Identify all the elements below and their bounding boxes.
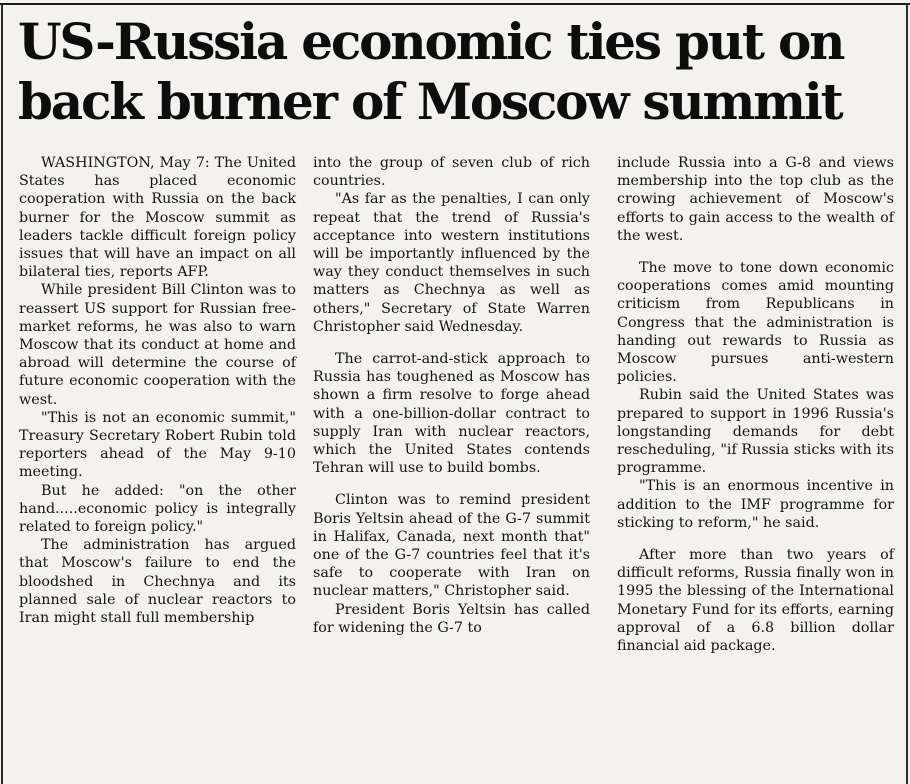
paragraph: The move to tone down economic cooperations comes amid mounting criticism from Republicans in Congress that the administration is handing out rewards to Russia as Moscow pursues anti-western policies.	[617, 260, 894, 386]
top-border-rule	[0, 3, 910, 5]
paragraph: "This is not an economic summit," Treasury Secretary Robert Rubin told reporters ahead of the May 9-10 meeting.	[19, 409, 296, 481]
paragraph: Rubin said the United States was prepared to support in 1996 Russia's longstanding demands for debt rescheduling, "if Russia sticks with its programme.	[617, 387, 894, 477]
paragraph: "As far as the penalties, I can only repeat that the trend of Russia's acceptance into western institutions will be importantly influenced by the way they conduct themselves in such matters as Chechnya as well as others," Secretary of State Warren Christopher said Wednesday.	[313, 191, 590, 335]
paragraph: include Russia into a G-8 and views membership into the top club as the crowing achievement of Moscow's efforts to gain access to the wealth of the west.	[617, 155, 894, 244]
column-3	[617, 154, 894, 655]
paragraph: President Boris Yeltsin has called for widening the G-7 to	[313, 601, 590, 636]
column-1	[19, 154, 296, 627]
paragraph: Clinton was to remind president Boris Yeltsin ahead of the G-7 summit in Halifax, Canada, next month that" one of the G-7 countries feel that it's safe to cooperate with Iran on nuclear matters," Christopher said.	[313, 492, 590, 600]
paragraph: into the group of seven club of rich countries.	[313, 155, 590, 190]
paragraph: The administration has argued that Moscow's failure to end the bloodshed in Chechnya and its planned sale of nuclear reactors to Iran might stall full membership	[19, 537, 296, 627]
dateline: WASHINGTON, May 7:	[41, 155, 210, 171]
paragraph: "This is an enormous incentive in addition to the IMF programme for sticking to reform," he said.	[617, 478, 894, 531]
headline: US-Russia economic ties put on back burner of Moscow summit	[18, 12, 844, 131]
paragraph	[19, 154, 296, 281]
left-border-rule	[1, 4, 3, 784]
paragraph: After more than two years of difficult reforms, Russia finally won in 1995 the blessing of the International Monetary Fund for its efforts, earning approval of a 6.8 billion dollar financial aid package.	[617, 547, 894, 655]
paragraph-text: The United States has placed economic cooperation with Russia on the back burner for the Moscow summit as leaders tackle difficult foreign policy issues that will have an impact on all bilateral ties, reports AFP.	[19, 155, 297, 281]
paragraph: While president Bill Clinton was to reassert US support for Russian free-market reforms, he was also to warn Moscow that its conduct at home and abroad will determine the course of future economic cooperation with the west.	[19, 282, 296, 408]
paragraph: The carrot-and-stick approach to Russia has toughened as Moscow has shown a firm resolve to forge ahead with a one-billion-dollar contract to supply Iran with nuclear reactors, which the United States contends Tehran will use to build bombs.	[313, 351, 590, 477]
right-border-rule	[906, 4, 908, 784]
paragraph: But he added: "on the other hand.....economic policy is integrally related to foreign policy."	[19, 482, 296, 536]
column-2	[313, 154, 590, 637]
